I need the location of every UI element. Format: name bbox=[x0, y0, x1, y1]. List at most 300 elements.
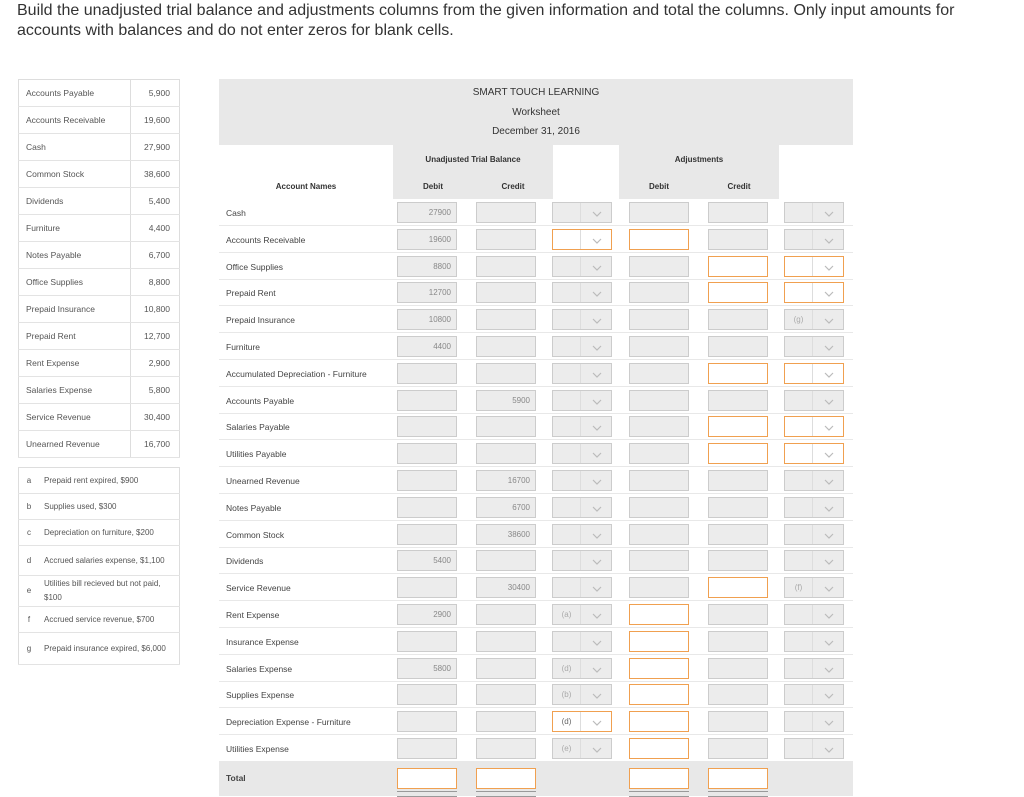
worksheet-title: Worksheet bbox=[512, 106, 560, 118]
account-name: Prepaid Rent bbox=[226, 288, 276, 299]
adj-debit-ref-select[interactable] bbox=[552, 470, 612, 491]
account-name: Salaries Expense bbox=[226, 663, 293, 674]
double-underline bbox=[629, 791, 689, 797]
chevron-down-icon bbox=[824, 662, 834, 672]
adj-credit-ref-select[interactable] bbox=[784, 202, 844, 223]
chevron-down-icon bbox=[824, 581, 834, 591]
adjustment-key: a bbox=[19, 468, 40, 494]
utb-credit-input[interactable] bbox=[476, 416, 536, 437]
adj-credit-ref-select[interactable] bbox=[784, 256, 844, 277]
chevron-down-icon bbox=[592, 501, 602, 511]
adj-debit-ref-select[interactable] bbox=[552, 416, 612, 437]
adjustment-reference-value: (a) bbox=[561, 610, 572, 619]
adj-credit-input[interactable] bbox=[708, 229, 768, 250]
adj-credit-input[interactable] bbox=[708, 336, 768, 357]
adj-credit-input[interactable] bbox=[708, 711, 768, 732]
adj-credit-ref-select[interactable] bbox=[784, 229, 844, 250]
balance-amount: 5,900 bbox=[131, 80, 180, 107]
account-name: Unearned Revenue bbox=[226, 476, 300, 486]
balance-account-name: Cash bbox=[19, 134, 131, 161]
chevron-down-icon bbox=[824, 394, 834, 404]
adj-debit-ref-select[interactable] bbox=[552, 577, 612, 598]
worksheet-row bbox=[219, 521, 853, 548]
balance-account-name: Notes Payable bbox=[19, 242, 131, 269]
balance-account-name: Furniture bbox=[19, 215, 131, 242]
worksheet-row bbox=[219, 494, 853, 521]
adj-credit-input[interactable] bbox=[708, 631, 768, 652]
balance-row bbox=[19, 161, 180, 188]
adj-credit-ref-select[interactable] bbox=[784, 443, 844, 464]
balance-amount: 38,600 bbox=[131, 161, 180, 188]
adj-debit-input[interactable] bbox=[629, 711, 689, 732]
chevron-down-icon bbox=[824, 608, 834, 618]
adjustment-reference-value: (d) bbox=[561, 663, 572, 673]
adjustment-description: Supplies used, $300 bbox=[39, 494, 180, 520]
adj-debit-ref-select[interactable] bbox=[552, 282, 612, 303]
adj-debit-input[interactable] bbox=[629, 604, 689, 625]
adj-debit-input[interactable] bbox=[629, 363, 689, 384]
adj-credit-ref-select[interactable] bbox=[784, 524, 844, 545]
chevron-down-icon bbox=[592, 420, 602, 430]
utb-debit-input[interactable] bbox=[397, 497, 457, 518]
adjustment-key: f bbox=[19, 607, 40, 633]
adj-credit-input[interactable] bbox=[708, 202, 768, 223]
adj-credit-ref-select[interactable] bbox=[784, 684, 844, 705]
account-name: Rent Expense bbox=[226, 610, 280, 620]
utb-credit-input[interactable] bbox=[476, 658, 536, 679]
double-underline bbox=[708, 791, 768, 797]
chevron-down-icon bbox=[592, 528, 602, 538]
worksheet-row bbox=[219, 306, 853, 333]
balance-amount: 30,400 bbox=[131, 404, 180, 431]
adj-debit-input[interactable] bbox=[629, 443, 689, 464]
chevron-down-icon bbox=[592, 367, 602, 377]
adj-debit-ref-select[interactable] bbox=[552, 497, 612, 518]
adj-debit-input[interactable] bbox=[629, 336, 689, 357]
utb-debit-header: Debit bbox=[423, 182, 443, 191]
adjustment-info-row bbox=[19, 633, 180, 665]
adjustment-description: Depreciation on furniture, $200 bbox=[39, 520, 180, 546]
chevron-down-icon bbox=[592, 313, 602, 323]
adj-debit-input[interactable] bbox=[629, 658, 689, 679]
adj-debit-ref-select[interactable] bbox=[552, 202, 612, 223]
chevron-down-icon bbox=[824, 688, 834, 698]
adj-credit-input[interactable] bbox=[708, 363, 768, 384]
adj-debit-input[interactable] bbox=[629, 684, 689, 705]
balance-row bbox=[19, 80, 180, 107]
utb-debit-input[interactable] bbox=[397, 443, 457, 464]
chevron-down-icon bbox=[824, 340, 834, 350]
worksheet-row bbox=[219, 440, 853, 467]
balance-account-name: Dividends bbox=[19, 188, 131, 215]
adj-credit-input[interactable] bbox=[708, 416, 768, 437]
adj-debit-input[interactable] bbox=[629, 524, 689, 545]
balance-amount: 16,700 bbox=[131, 431, 180, 458]
adjustment-key: d bbox=[19, 546, 40, 576]
adjustment-reference-value: (g) bbox=[793, 315, 804, 325]
account-name: Accounts Receivable bbox=[226, 234, 306, 245]
account-name: Common Stock bbox=[226, 529, 285, 540]
balance-amount: 4,400 bbox=[131, 215, 180, 242]
adj-debit-input[interactable] bbox=[629, 550, 689, 571]
adj-credit-header: Credit bbox=[727, 182, 751, 191]
total-utb-debit-input[interactable] bbox=[397, 768, 457, 789]
utb-credit-input[interactable] bbox=[476, 604, 536, 625]
balance-amount: 10,800 bbox=[131, 296, 180, 323]
utb-credit-input[interactable] bbox=[476, 336, 536, 357]
adj-debit-ref-select[interactable] bbox=[552, 256, 612, 277]
account-name: Service Revenue bbox=[226, 583, 291, 594]
utb-debit-input[interactable] bbox=[397, 363, 457, 384]
account-name: Accounts Payable bbox=[226, 395, 295, 406]
adj-credit-input[interactable] bbox=[708, 738, 768, 759]
worksheet-row bbox=[219, 547, 853, 574]
adjustment-key: e bbox=[19, 576, 40, 607]
utb-credit-header: Credit bbox=[501, 182, 525, 191]
total-label: Total bbox=[226, 772, 246, 783]
utb-debit-input[interactable]: 19600 bbox=[397, 229, 457, 250]
chevron-down-icon bbox=[824, 528, 834, 538]
adj-debit-input[interactable] bbox=[629, 256, 689, 277]
adj-debit-input[interactable] bbox=[629, 497, 689, 518]
total-utb-credit-input[interactable] bbox=[476, 768, 536, 789]
utb-credit-input[interactable] bbox=[476, 443, 536, 464]
utb-credit-input[interactable] bbox=[476, 229, 536, 250]
adj-header: Adjustments bbox=[674, 155, 724, 164]
adj-credit-ref-select[interactable] bbox=[784, 497, 844, 518]
balance-account-name: Accounts Payable bbox=[19, 80, 131, 107]
utb-debit-input[interactable] bbox=[397, 577, 457, 598]
utb-credit-input[interactable] bbox=[476, 711, 536, 732]
adj-debit-header: Debit bbox=[649, 182, 669, 191]
adj-debit-ref-select[interactable] bbox=[552, 550, 612, 571]
balance-amount: 19,600 bbox=[131, 107, 180, 134]
worksheet-row bbox=[219, 253, 853, 280]
worksheet-row bbox=[219, 601, 853, 628]
adj-debit-input[interactable] bbox=[629, 577, 689, 598]
adj-credit-input[interactable] bbox=[708, 604, 768, 625]
chevron-down-icon bbox=[824, 286, 834, 296]
balance-amount: 8,800 bbox=[131, 269, 180, 296]
utb-debit-input[interactable]: 5800 bbox=[397, 658, 457, 679]
utb-debit-input[interactable] bbox=[397, 711, 457, 732]
adjustment-reference-value: (e) bbox=[561, 744, 572, 753]
adj-credit-input[interactable] bbox=[708, 497, 768, 518]
adj-debit-ref-select[interactable] bbox=[552, 363, 612, 384]
worksheet-row bbox=[219, 735, 853, 762]
adj-credit-ref-select[interactable] bbox=[784, 363, 844, 384]
adjustment-info-row bbox=[19, 576, 180, 607]
utb-debit-input[interactable]: 27900 bbox=[397, 202, 457, 223]
adj-debit-ref-select[interactable] bbox=[552, 684, 612, 705]
account-name: Accumulated Depreciation - Furniture bbox=[226, 368, 367, 379]
total-row bbox=[219, 762, 853, 796]
utb-credit-input[interactable]: 5900 bbox=[476, 390, 536, 411]
adjustment-key: c bbox=[19, 520, 40, 546]
adj-credit-ref-select[interactable] bbox=[784, 470, 844, 491]
chevron-down-icon bbox=[592, 340, 602, 350]
chevron-down-icon bbox=[824, 367, 834, 377]
adj-credit-input[interactable] bbox=[708, 550, 768, 571]
adj-credit-ref-select[interactable] bbox=[784, 336, 844, 357]
balance-row bbox=[19, 404, 180, 431]
adj-credit-ref-select[interactable] bbox=[784, 631, 844, 652]
adj-debit-ref-select[interactable] bbox=[552, 309, 612, 330]
balance-row bbox=[19, 107, 180, 134]
balance-row bbox=[19, 377, 180, 404]
adj-credit-input[interactable] bbox=[708, 524, 768, 545]
adj-credit-input[interactable] bbox=[708, 658, 768, 679]
chevron-down-icon bbox=[824, 260, 834, 270]
utb-credit-input[interactable]: 38600 bbox=[476, 524, 536, 545]
utb-credit-input[interactable]: 16700 bbox=[476, 470, 536, 491]
chevron-down-icon bbox=[824, 447, 834, 457]
utb-credit-input[interactable] bbox=[476, 550, 536, 571]
total-adj-credit-input[interactable] bbox=[708, 768, 768, 789]
company-name: SMART TOUCH LEARNING bbox=[472, 87, 600, 98]
utb-credit-input[interactable] bbox=[476, 684, 536, 705]
chevron-down-icon bbox=[592, 742, 602, 752]
chevron-down-icon bbox=[592, 260, 602, 270]
utb-debit-input[interactable]: 12700 bbox=[397, 282, 457, 303]
adjustment-reference-value: (f) bbox=[794, 583, 803, 593]
adj-credit-input[interactable] bbox=[708, 470, 768, 491]
adj-debit-ref-select[interactable] bbox=[552, 658, 612, 679]
balance-account-name: Common Stock bbox=[19, 161, 131, 188]
adjustment-reference-value: (d) bbox=[561, 717, 572, 727]
utb-header: Unadjusted Trial Balance bbox=[425, 155, 521, 164]
balance-account-name: Salaries Expense bbox=[19, 377, 131, 404]
chevron-down-icon bbox=[592, 233, 602, 243]
chevron-down-icon bbox=[824, 474, 834, 484]
balance-row bbox=[19, 188, 180, 215]
utb-debit-input[interactable] bbox=[397, 524, 457, 545]
adjustment-description: Accrued salaries expense, $1,100 bbox=[39, 546, 180, 576]
utb-credit-input[interactable] bbox=[476, 309, 536, 330]
worksheet-row bbox=[219, 681, 853, 708]
chevron-down-icon bbox=[592, 608, 602, 618]
chevron-down-icon bbox=[824, 715, 834, 725]
adj-credit-ref-select[interactable] bbox=[784, 416, 844, 437]
adjustment-info-row bbox=[19, 546, 180, 576]
adj-debit-ref-select[interactable] bbox=[552, 336, 612, 357]
chevron-down-icon bbox=[824, 206, 834, 216]
chevron-down-icon bbox=[824, 313, 834, 323]
balance-account-name: Accounts Receivable bbox=[19, 107, 131, 134]
account-balances-table bbox=[18, 79, 180, 458]
adjustment-info-row bbox=[19, 494, 180, 520]
adj-debit-input[interactable] bbox=[629, 470, 689, 491]
account-name: Supplies Expense bbox=[226, 690, 295, 701]
balance-account-name: Office Supplies bbox=[19, 269, 131, 296]
adj-credit-input[interactable] bbox=[708, 256, 768, 277]
utb-debit-input[interactable] bbox=[397, 416, 457, 437]
adj-credit-ref-select[interactable] bbox=[784, 550, 844, 571]
utb-debit-input[interactable]: 2900 bbox=[397, 604, 457, 625]
utb-debit-input[interactable] bbox=[397, 390, 457, 411]
worksheet-row bbox=[219, 708, 853, 735]
worksheet-row bbox=[219, 655, 853, 682]
adj-debit-ref-select[interactable] bbox=[552, 604, 612, 625]
balance-account-name: Prepaid Rent bbox=[19, 323, 131, 350]
worksheet-row bbox=[219, 360, 853, 387]
adj-debit-ref-select[interactable] bbox=[552, 631, 612, 652]
account-name: Cash bbox=[226, 208, 246, 218]
adj-debit-ref-select[interactable] bbox=[552, 229, 612, 250]
worksheet-date: December 31, 2016 bbox=[492, 126, 580, 137]
balance-amount: 5,400 bbox=[131, 188, 180, 215]
balance-amount: 27,900 bbox=[131, 134, 180, 161]
utb-debit-input[interactable]: 8800 bbox=[397, 256, 457, 277]
account-name: Utilities Payable bbox=[226, 449, 287, 460]
adj-debit-input[interactable] bbox=[629, 631, 689, 652]
chevron-down-icon bbox=[592, 581, 602, 591]
adjustment-reference-value: (b) bbox=[561, 690, 572, 700]
worksheet-header bbox=[219, 79, 853, 145]
account-name: Depreciation Expense - Furniture bbox=[226, 717, 351, 728]
balance-row bbox=[19, 350, 180, 377]
double-underline bbox=[476, 791, 536, 797]
chevron-down-icon bbox=[592, 715, 602, 725]
adj-debit-input[interactable] bbox=[629, 738, 689, 759]
balance-row bbox=[19, 242, 180, 269]
account-name: Utilities Expense bbox=[226, 744, 289, 754]
account-name: Dividends bbox=[226, 556, 264, 567]
adj-credit-input[interactable] bbox=[708, 390, 768, 411]
account-name: Salaries Payable bbox=[226, 422, 290, 433]
account-name: Prepaid Insurance bbox=[226, 315, 295, 326]
chevron-down-icon bbox=[824, 742, 834, 752]
instructions: Build the unadjusted trial balance and adjustments columns from the given information and total the columns. Only input amounts for accounts with balances and do not enter zeros for blank cells. bbox=[17, 2, 955, 39]
chevron-down-icon bbox=[592, 688, 602, 698]
utb-debit-input[interactable] bbox=[397, 631, 457, 652]
adj-credit-input[interactable] bbox=[708, 443, 768, 464]
balance-amount: 12,700 bbox=[131, 323, 180, 350]
chevron-down-icon bbox=[592, 662, 602, 672]
chevron-down-icon bbox=[824, 635, 834, 645]
adj-credit-ref-select[interactable] bbox=[784, 604, 844, 625]
account-name: Insurance Expense bbox=[226, 636, 299, 647]
worksheet-row bbox=[219, 387, 853, 414]
adj-credit-ref-select[interactable] bbox=[784, 738, 844, 759]
adjustment-info-table bbox=[18, 467, 180, 665]
chevron-down-icon bbox=[824, 233, 834, 243]
adj-credit-input[interactable] bbox=[708, 577, 768, 598]
adj-credit-input[interactable] bbox=[708, 684, 768, 705]
balance-amount: 2,900 bbox=[131, 350, 180, 377]
double-underline bbox=[397, 791, 457, 797]
chevron-down-icon bbox=[592, 286, 602, 296]
chevron-down-icon bbox=[592, 447, 602, 457]
adjustment-key: b bbox=[19, 494, 40, 520]
chevron-down-icon bbox=[824, 420, 834, 430]
utb-debit-input[interactable]: 5400 bbox=[397, 550, 457, 571]
adj-debit-ref-select[interactable] bbox=[552, 390, 612, 411]
adj-debit-input[interactable] bbox=[629, 416, 689, 437]
adjustment-info-row bbox=[19, 520, 180, 546]
adj-credit-ref-select[interactable] bbox=[784, 711, 844, 732]
utb-credit-input[interactable]: 6700 bbox=[476, 497, 536, 518]
utb-credit-input[interactable] bbox=[476, 363, 536, 384]
balance-account-name: Service Revenue bbox=[19, 404, 131, 431]
utb-debit-input[interactable]: 4400 bbox=[397, 336, 457, 357]
adj-debit-ref-select[interactable] bbox=[552, 711, 612, 732]
adj-debit-input[interactable] bbox=[629, 282, 689, 303]
utb-credit-input[interactable] bbox=[476, 202, 536, 223]
utb-debit-input[interactable] bbox=[397, 738, 457, 759]
worksheet-row bbox=[219, 226, 853, 253]
account-name: Furniture bbox=[226, 342, 261, 352]
worksheet-row bbox=[219, 199, 853, 226]
worksheet-row bbox=[219, 279, 853, 306]
adj-credit-ref-select[interactable] bbox=[784, 658, 844, 679]
balance-row bbox=[19, 269, 180, 296]
utb-credit-input[interactable] bbox=[476, 282, 536, 303]
utb-debit-input[interactable] bbox=[397, 684, 457, 705]
balance-row bbox=[19, 323, 180, 350]
balance-row bbox=[19, 215, 180, 242]
account-name: Notes Payable bbox=[226, 502, 282, 513]
adj-debit-ref-select[interactable] bbox=[552, 524, 612, 545]
utb-credit-input[interactable]: 30400 bbox=[476, 577, 536, 598]
adj-debit-input[interactable] bbox=[629, 390, 689, 411]
worksheet-row bbox=[219, 467, 853, 494]
utb-credit-input[interactable] bbox=[476, 738, 536, 759]
adj-debit-ref-select[interactable] bbox=[552, 738, 612, 759]
utb-credit-input[interactable] bbox=[476, 631, 536, 652]
balance-amount: 5,800 bbox=[131, 377, 180, 404]
balance-account-name: Rent Expense bbox=[19, 350, 131, 377]
chevron-down-icon bbox=[592, 474, 602, 484]
adjustment-key: g bbox=[19, 633, 40, 665]
adj-debit-input[interactable] bbox=[629, 229, 689, 250]
balance-row bbox=[19, 134, 180, 161]
total-adj-debit-input[interactable] bbox=[629, 768, 689, 789]
adj-credit-input[interactable] bbox=[708, 309, 768, 330]
chevron-down-icon bbox=[592, 206, 602, 216]
worksheet-row bbox=[219, 413, 853, 440]
adj-debit-input[interactable] bbox=[629, 202, 689, 223]
utb-credit-input[interactable] bbox=[476, 256, 536, 277]
adjustment-description: Accrued service revenue, $700 bbox=[39, 607, 180, 633]
chevron-down-icon bbox=[592, 635, 602, 645]
adj-debit-ref-select[interactable] bbox=[552, 443, 612, 464]
adjustment-info-row bbox=[19, 468, 180, 494]
adj-credit-input[interactable] bbox=[708, 282, 768, 303]
adj-credit-ref-select[interactable] bbox=[784, 309, 844, 330]
worksheet-row bbox=[219, 574, 853, 601]
balance-account-name: Unearned Revenue bbox=[19, 431, 131, 458]
account-name: Office Supplies bbox=[226, 261, 284, 272]
account-names-header: Account Names bbox=[275, 182, 337, 191]
adj-credit-ref-select[interactable] bbox=[784, 282, 844, 303]
chevron-down-icon bbox=[592, 394, 602, 404]
balance-account-name: Prepaid Insurance bbox=[19, 296, 131, 323]
utb-debit-input[interactable]: 10800 bbox=[397, 309, 457, 330]
chevron-down-icon bbox=[824, 501, 834, 511]
balance-row bbox=[19, 431, 180, 458]
worksheet bbox=[219, 79, 853, 797]
adjustment-info-row bbox=[19, 607, 180, 633]
adjustment-description: Prepaid insurance expired, $6,000 bbox=[39, 633, 180, 665]
balance-row bbox=[19, 296, 180, 323]
adj-debit-input[interactable] bbox=[629, 309, 689, 330]
adj-credit-ref-select[interactable] bbox=[784, 390, 844, 411]
utb-debit-input[interactable] bbox=[397, 470, 457, 491]
chevron-down-icon bbox=[824, 554, 834, 564]
adj-credit-ref-select[interactable] bbox=[784, 577, 844, 598]
adjustment-description: Prepaid rent expired, $900 bbox=[39, 468, 180, 494]
